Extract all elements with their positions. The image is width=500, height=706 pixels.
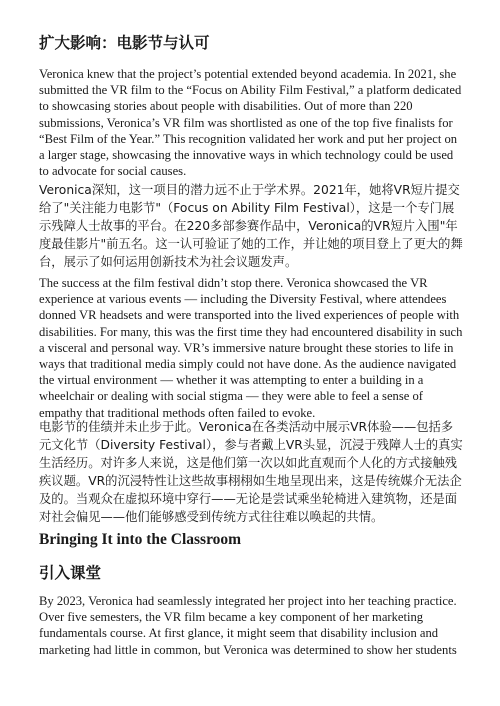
paragraph-en-classroom: By 2023, Veronica had seamlessly integrated her project into her teaching practice. Over five semesters, the VR film became a key component of her marketing fundamentals course. At first glance, it might seem that disability inclusion and marketing had little in common, but Veronica was determined to show her students <box>39 594 457 657</box>
section-heading-classroom-zh: 引入课堂 <box>39 564 102 582</box>
paragraph-en-events: The success at the film festival didn’t stop there. Veronica showcased the VR experience at various events — including the Diversity Festival, where attendees donned VR headsets and were transported into the lived experiences of people with disabilities. For many, this was the first time they had encountered disability in such a visceral and personal way. VR’s immersive nature brought these stories to life in ways that traditional media simply could not have done. As the audience navigated the virtual environment — whether it was attempting to enter a building in a wheelchair or dealing with social stigma — they were able to feel a sense of empathy that traditional methods often failed to evoke. <box>39 276 463 420</box>
paragraph-en-festival: Veronica knew that the project’s potential extended beyond academia. In 2021, she submitted the VR film to the “Focus on Ability Film Festival,” a platform dedicated to showcasing stories about people with disabilities. Out of more than 220 submissions, Veronica’s VR film was shortlisted as one of the top five finalists for “Best Film of the Year.” This recognition validated her work and put her project on a larger stage, showcasing the innovative ways in which technology could be used to advocate for social causes. <box>39 67 462 179</box>
paragraph-zh-festival: Veronica深知，这一项目的潜力远不止于学术界。2021年，她将VR短片提交给了"关注能力电影节"（Focus on Ability Film Festival），这是一个专门展示残障人士故事的平台。在220多部参赛作品中，Veronica的VR短片入围"年度最佳影片"前五名。这一认可验证了她的工作，并让她的项目登上了更大的舞台，展示了如何运用创新技术为社会议题发声。 <box>39 183 463 269</box>
paragraph-zh-events: 电影节的佳绩并未止步于此。Veronica在各类活动中展示VR体验——包括多元文化节（Diversity Festival），参与者戴上VR头显，沉浸于残障人士的真实生活经历。对许多人来说，这是他们第一次以如此直观而个人化的方式接触残疾议题。VR的沉浸特性让这些故事栩栩如生地呈现出来，这是传统媒介无法企及的。当观众在虚拟环境中穿行——无论是尝试乘坐轮椅进入建筑物，还是面对社会偏见——他们能够感受到传统方式往往难以唤起的共情。 <box>39 420 463 524</box>
section-heading-classroom-en: Bringing It into the Classroom <box>39 531 242 548</box>
section-heading-impact: 扩大影响：电影节与认可 <box>39 34 210 52</box>
